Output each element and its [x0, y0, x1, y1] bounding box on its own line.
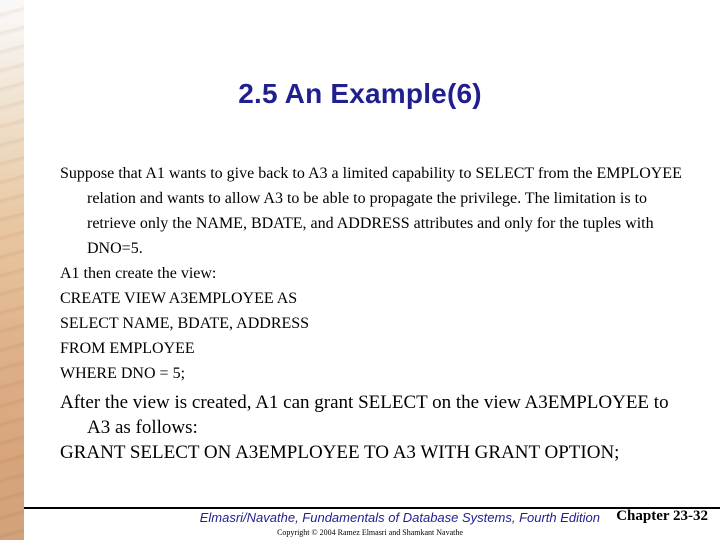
- line-from: FROM EMPLOYEE: [60, 340, 195, 357]
- slide-content: [60, 161, 695, 465]
- line-grant: GRANT SELECT ON A3EMPLOYEE TO A3 WITH GRANT OPTION;: [60, 442, 620, 463]
- slide-title: 2.5 An Example(6): [238, 78, 482, 109]
- paragraph-2: After the view is created, A1 can grant SELECT on the view A3EMPLOYEE to A3 as follows:: [60, 392, 669, 438]
- line-select: SELECT NAME, BDATE, ADDRESS: [60, 315, 310, 332]
- footer-copyright: Copyright © 2004 Ramez Elmasri and Shamkant Navathe: [277, 528, 463, 537]
- line-where: WHERE DNO = 5;: [60, 365, 186, 382]
- paragraph-1: Suppose that A1 wants to give back to A3 a limited capability to SELECT from the EMPLOYEE relation and wants to allow A3 to be able to propagate the privilege. The limitation is to retrieve only the NAME, BDATE, and ADDRESS attributes and only for the tuples with DNO=5.: [60, 165, 682, 257]
- line-create-view: CREATE VIEW A3EMPLOYEE AS: [60, 290, 298, 307]
- footer-book-citation: Elmasri/Navathe, Fundamentals of Database Systems, Fourth Edition: [199, 510, 600, 525]
- footer-chapter-label: Chapter 23-32: [616, 508, 708, 524]
- line-view-intro: A1 then create the view:: [60, 265, 217, 282]
